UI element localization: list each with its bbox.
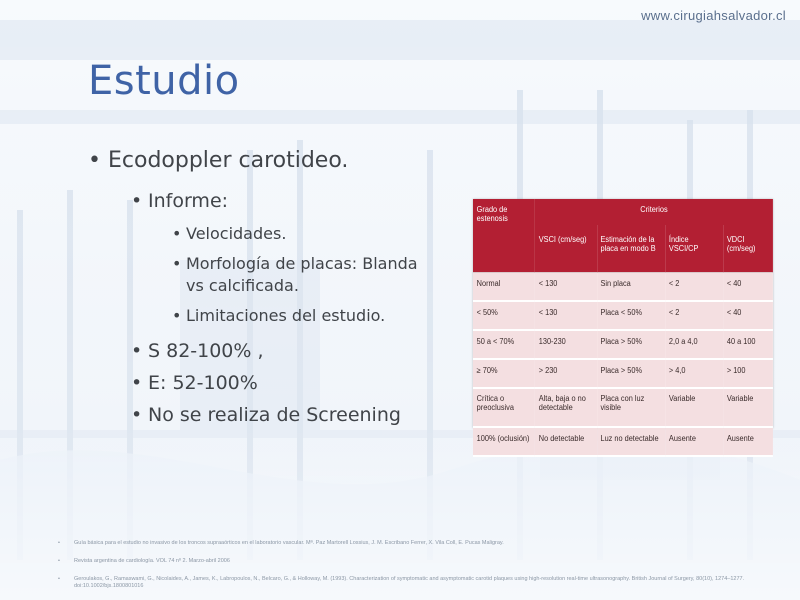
bullet-text: vs calcificada. (186, 276, 299, 295)
reference-item (58, 540, 764, 547)
col-header-grado: Grado de estenosis (473, 199, 535, 225)
col-header-indice: Índice VSCI/CP (665, 225, 723, 273)
bullet-text: Limitaciones del estudio. (186, 306, 386, 325)
reference-text: Revista argentina de cardiología. VOL 74 nº 2. Marzo-abril 2006 (74, 558, 230, 564)
bullet-dot: • (131, 404, 143, 426)
reference-text: Geroulakos, G., Ramaswami, G., Nicolaides, A., James, K., Labropoulos, N., Belcaro, G., & Holloway, M. (1993). Characterization of symptomatic and asymptomatic carotid plaques using high-resolution real-time ultrasonography. British Journal of Surgery, 80(10), 1274–1277. doi:10.1002/bjs.1800801016 (74, 576, 745, 589)
table-cell: < 40 (723, 301, 773, 330)
bullet-dot: • (172, 306, 182, 325)
bullet-dot: • (88, 148, 101, 173)
bullet-informe (131, 190, 229, 212)
table-cell: > 100 (723, 359, 773, 388)
bullet-ecodoppler (88, 148, 349, 173)
table-cell: Luz no detectable (597, 427, 665, 456)
bullet-dot: • (58, 558, 60, 564)
bullet-dot: • (172, 224, 182, 243)
col-header-vsci: VSCI (cm/seg) (535, 225, 597, 273)
table-cell: Placa con luz visible (597, 388, 665, 427)
bullet-text: No se realiza de Screening (148, 404, 401, 426)
table-cell: No detectable (535, 427, 597, 456)
table-cell: 100% (oclusión) (473, 427, 535, 456)
header-url: www.cirugiahsalvador.cl (641, 8, 786, 23)
reference-item (58, 576, 764, 590)
bullet-morfologia-cont (186, 276, 299, 295)
table-row (473, 388, 773, 427)
bullet-dot: • (131, 372, 143, 394)
group-header-criterios: Criterios (535, 199, 773, 225)
table-row (473, 301, 773, 330)
table-cell: > 4,0 (665, 359, 723, 388)
table-cell: < 130 (535, 273, 597, 302)
slide-title: Estudio (88, 58, 240, 104)
bullet-dot: • (58, 540, 60, 546)
table-cell: > 230 (535, 359, 597, 388)
table-cell: Placa > 50% (597, 359, 665, 388)
bullet-dot: • (131, 340, 143, 362)
table-row (473, 330, 773, 359)
table-cell: Crítica o preoclusiva (473, 388, 535, 427)
table-cell: Normal (473, 273, 535, 302)
bullet-text: Velocidades. (186, 224, 287, 243)
table-row (473, 273, 773, 302)
table-cell: 50 a < 70% (473, 330, 535, 359)
table-cell: Variable (723, 388, 773, 427)
bullet-text: S 82-100% , (148, 340, 264, 362)
bullet-dot: • (58, 576, 60, 582)
bullet-dot: • (172, 254, 182, 273)
table-cell: Placa > 50% (597, 330, 665, 359)
table-cell: Variable (665, 388, 723, 427)
table-cell: 2,0 a 4,0 (665, 330, 723, 359)
bullet-morfologia (172, 254, 418, 273)
bullet-text: Morfología de placas: Blanda (186, 254, 418, 273)
bullet-especificidad (131, 372, 258, 394)
table-cell: < 2 (665, 273, 723, 302)
table-cell: < 50% (473, 301, 535, 330)
bullet-screening (131, 404, 401, 426)
table-cell: Ausente (665, 427, 723, 456)
table-cell: Placa < 50% (597, 301, 665, 330)
table-cell: ≥ 70% (473, 359, 535, 388)
bullet-text: Informe: (148, 190, 229, 212)
reference-item (58, 558, 764, 565)
col-header-placa: Estimación de la placa en modo B (597, 225, 665, 273)
table-cell: < 130 (535, 301, 597, 330)
bullet-dot: • (131, 190, 143, 212)
bullet-text: E: 52-100% (148, 372, 258, 394)
table-cell: < 40 (723, 273, 773, 302)
col-header-vdci: VDCI (cm/seg) (723, 225, 773, 273)
bullet-sensibilidad (131, 340, 264, 362)
col-header-empty (473, 225, 535, 273)
stenosis-criteria-table (473, 199, 773, 443)
bullet-text: Ecodoppler carotideo. (108, 148, 349, 173)
table-cell: 130-230 (535, 330, 597, 359)
table-cell: Ausente (723, 427, 773, 456)
table-cell: Alta, baja o no detectable (535, 388, 597, 427)
table-cell: < 2 (665, 301, 723, 330)
bullet-velocidades (172, 224, 287, 243)
bullet-limitaciones (172, 306, 386, 325)
table-row (473, 359, 773, 388)
reference-text: Guía básica para el estudio no invasivo de los troncos supraaórticos en el laboratorio vascular. Mª. Paz Martorell Lossius, J. M. Escribano Ferrer, X. Vila Coll, E. Pucas Maligray. (74, 540, 504, 546)
criteria-table-grid (473, 199, 773, 457)
table-cell: 40 a 100 (723, 330, 773, 359)
table-row (473, 427, 773, 456)
table-cell: Sin placa (597, 273, 665, 302)
